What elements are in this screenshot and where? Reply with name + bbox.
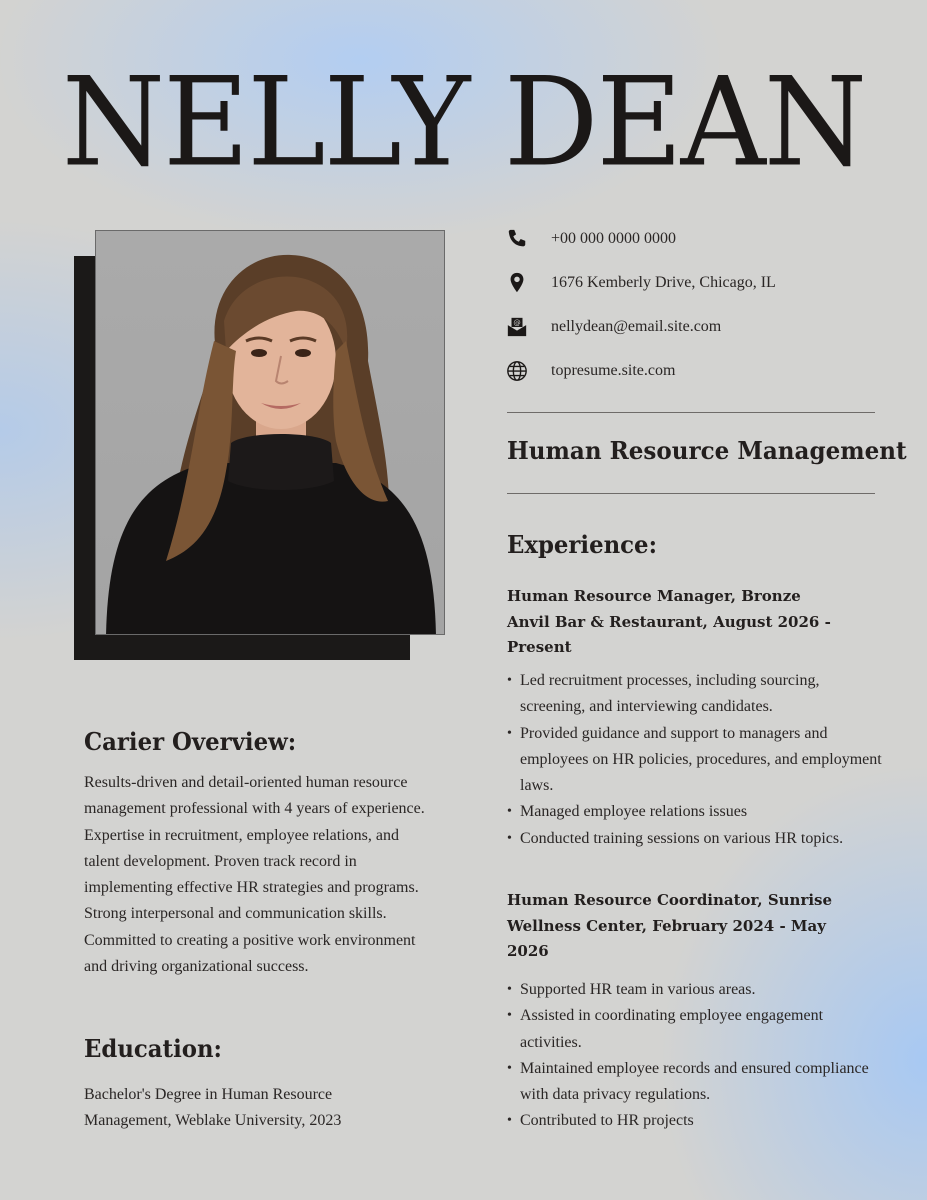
list-item: • Provided guidance and support to managers and employees on HR policies, procedures, and employment laws. <box>507 721 887 800</box>
svg-text:@: @ <box>513 318 521 328</box>
experience-heading: Experience: <box>507 530 657 559</box>
overview-heading: Carier Overview: <box>84 727 297 756</box>
email-icon <box>506 316 528 338</box>
location-pin-icon <box>506 272 528 294</box>
contact-phone: +00 000 0000 0000 <box>506 226 886 270</box>
list-item: • Led recruitment processes, including sourcing, screening, and interviewing candidates. <box>507 668 887 721</box>
list-item: • Managed employee relations issues <box>507 799 887 825</box>
list-item: • Contributed to HR projects <box>507 1108 887 1134</box>
list-item: • Supported HR team in various areas. <box>507 977 887 1003</box>
job-title: Human Resource Manager, Bronze Anvil Bar & Restaurant, August 2026 - Present <box>507 587 831 656</box>
job-bullets <box>507 668 887 852</box>
contact-address: 1676 Kemberly Drive, Chicago, IL <box>506 270 886 314</box>
phone-icon <box>506 228 528 250</box>
contact-website: topresume.site.com <box>506 358 886 402</box>
list-item: • Assisted in coordinating employee engagement activities. <box>507 1003 887 1056</box>
professional-title: Human Resource Management <box>507 436 907 465</box>
job-bullets <box>507 977 887 1135</box>
list-item: • Conducted training sessions on various HR topics. <box>507 826 887 852</box>
contact-block <box>506 226 886 402</box>
education-heading: Education: <box>84 1034 222 1063</box>
job-title: Human Resource Coordinator, Sunrise Wellness Center, February 2024 - May 2026 <box>507 891 833 960</box>
globe-icon <box>506 360 528 382</box>
contact-email: @ nellydean@email.site.com <box>506 314 886 358</box>
divider-bottom <box>507 493 875 494</box>
list-item: • Maintained employee records and ensured compliance with data privacy regulations. <box>507 1056 887 1109</box>
candidate-name: NELLY DEAN <box>61 50 866 194</box>
education-text: Bachelor's Degree in Human Resource Management, Weblake University, 2023 <box>84 1086 342 1130</box>
profile-photo <box>95 230 445 635</box>
divider-top <box>507 412 875 413</box>
overview-text: Results-driven and detail-oriented human resource management professional with 4 years of experience. Expertise in recruitment, employee relations, and talent development. Proven track record in implementing effective HR strategies and programs. Strong interpersonal and communication skills. Committed to creating a positive work environment and driving organizational success. <box>84 774 425 976</box>
